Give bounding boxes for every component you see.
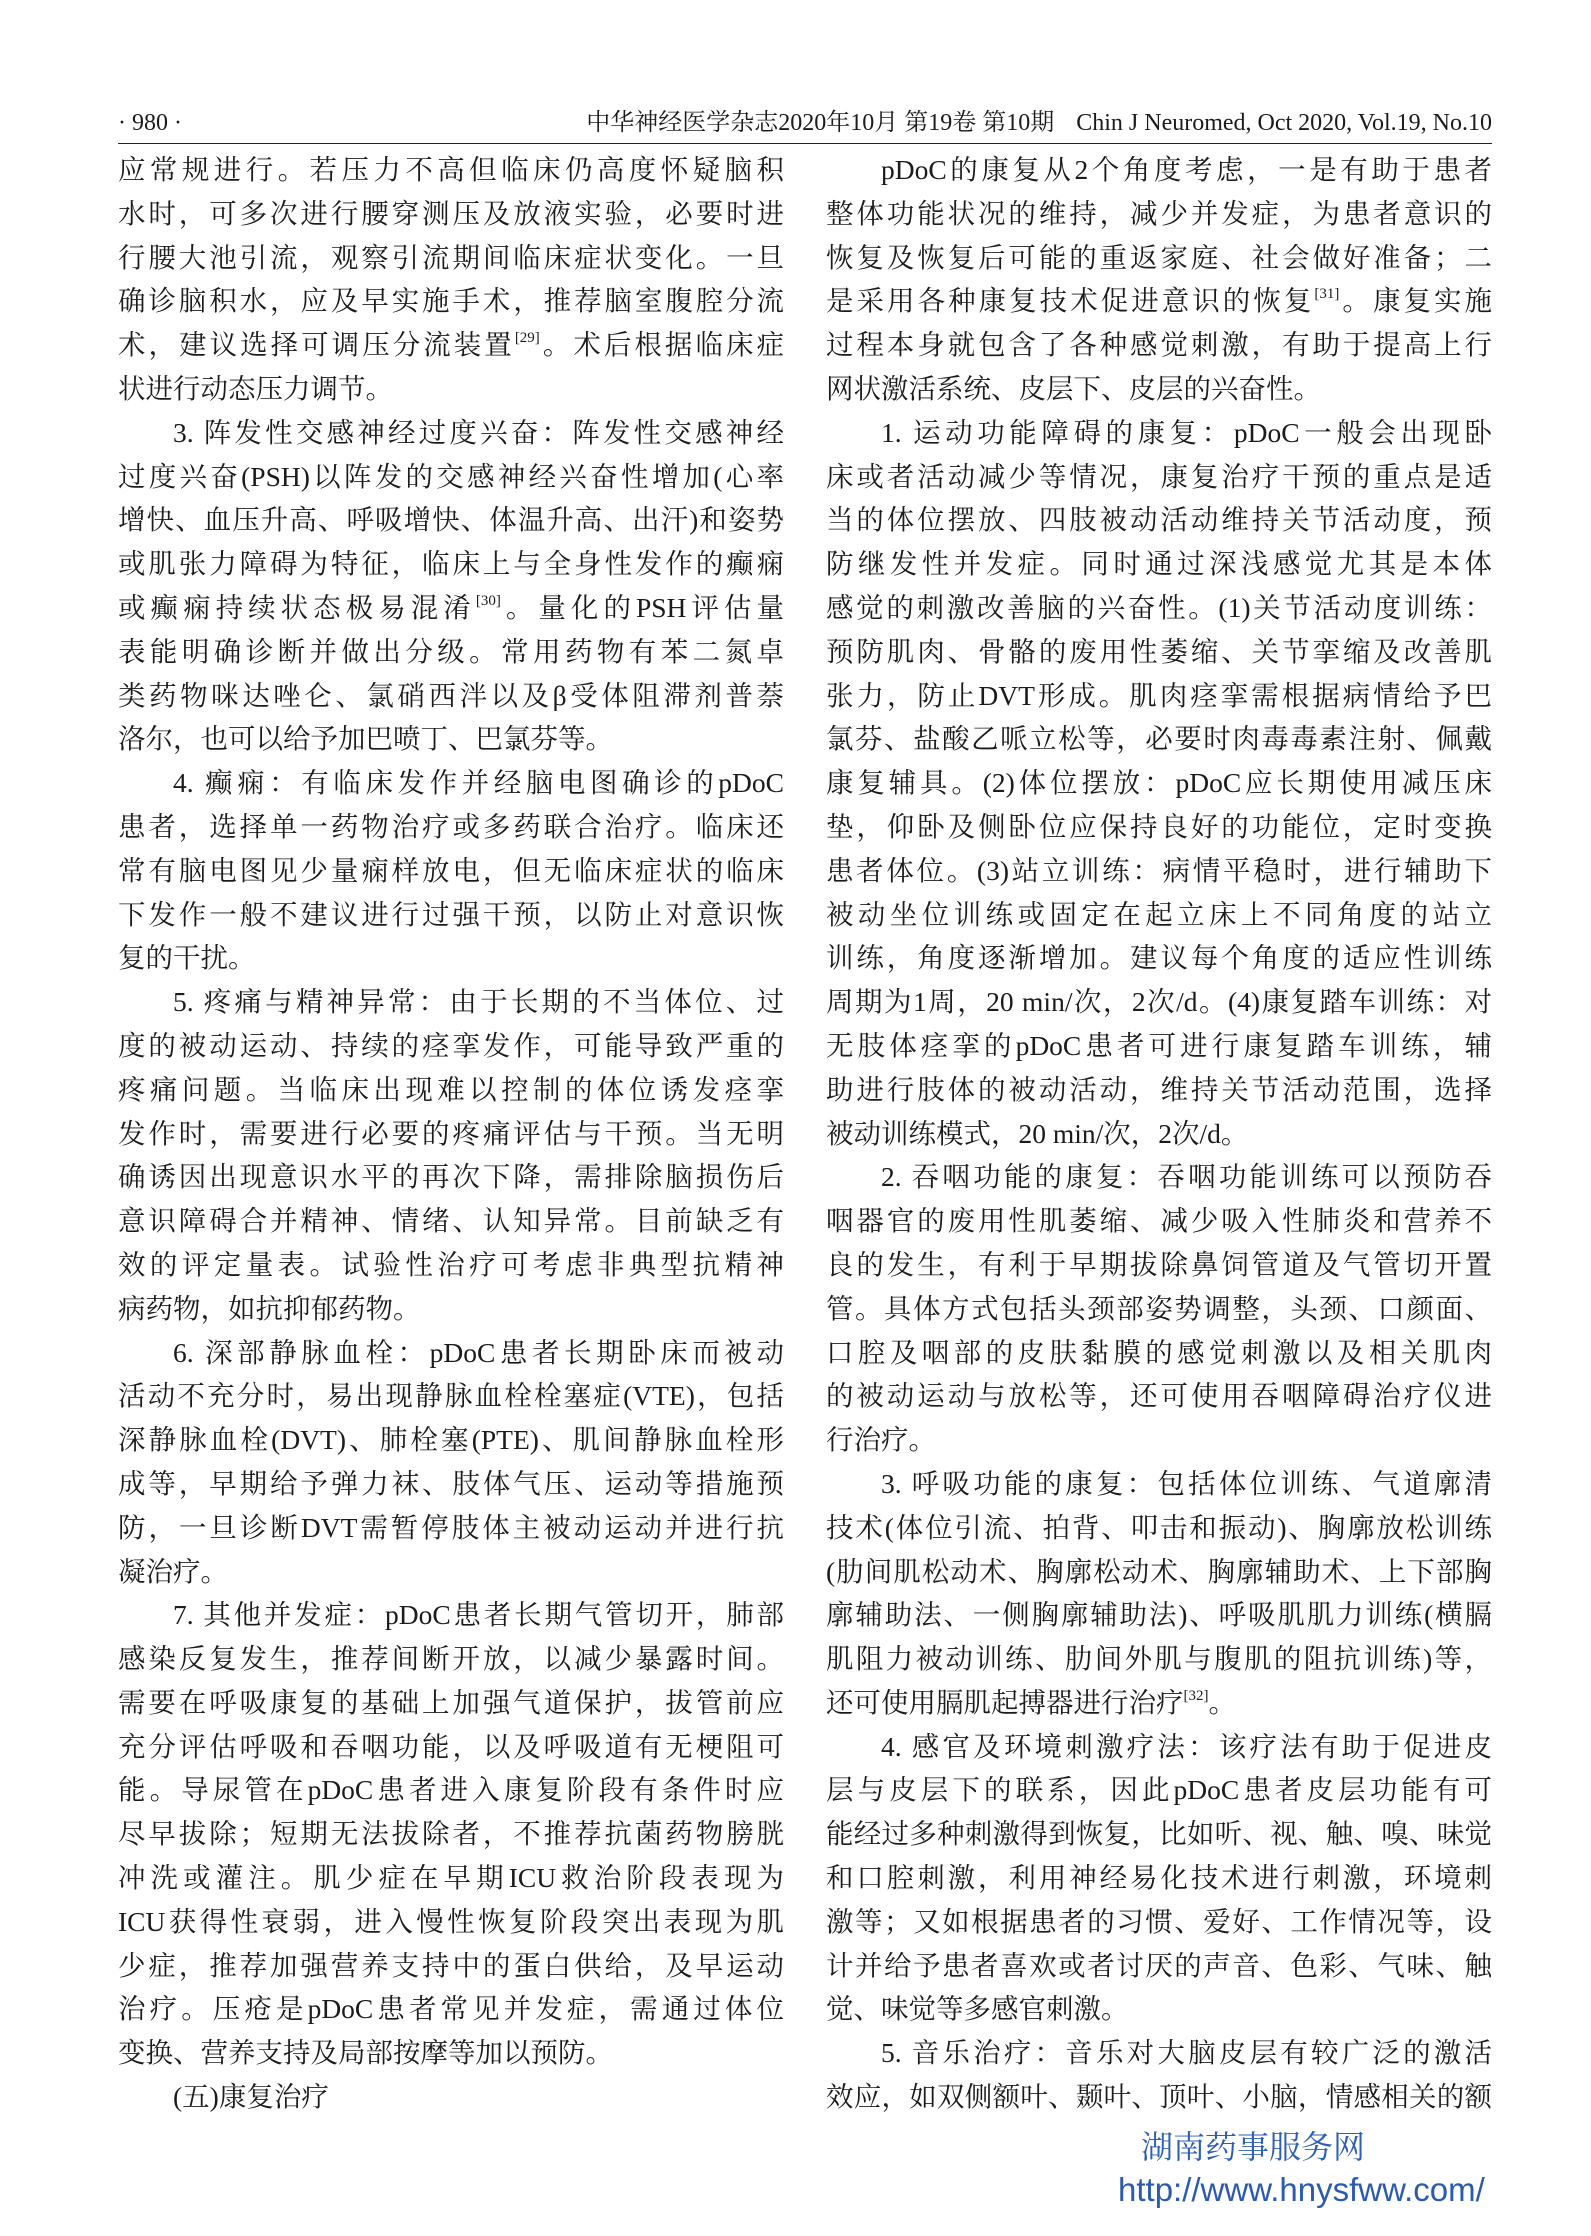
text-line [118, 980, 784, 1024]
watermark-url: http://www.hnysfww.com/ [1118, 2171, 1485, 2208]
paragraph [826, 1725, 1492, 2032]
line-text: 水时，可多次进行腰穿测压及放液实验，必要时进 [118, 197, 784, 229]
line-text: 无肢体痉挛的pDoC患者可进行康复踏车训练，辅 [826, 1029, 1492, 1061]
paragraph [118, 1331, 784, 1594]
paragraph [118, 1593, 784, 2075]
line-text: 效应，如双侧额叶、颞叶、顶叶、小脑，情感相关的额 [826, 2081, 1492, 2113]
text-line [826, 542, 1492, 586]
text-line [118, 1287, 784, 1331]
line-text: 5. 音乐治疗：音乐对大脑皮层有较广泛的激活 [881, 2037, 1492, 2069]
text-line [826, 1287, 1492, 1331]
line-text: 肌阻力被动训练、肋间外肌与腹肌的阻抗训练)等， [826, 1643, 1492, 1675]
text-line [826, 586, 1492, 630]
line-text: 良的发生，有利于早期拔除鼻饲管道及气管切开置 [826, 1248, 1492, 1280]
line-text: 整体功能状况的维持，减少并发症，为患者意识的 [826, 197, 1492, 229]
text-line [826, 148, 1492, 192]
text-line [118, 148, 784, 192]
line-text: 发作时，需要进行必要的疼痛评估与干预。当无明 [118, 1117, 784, 1149]
text-line [826, 1550, 1492, 1594]
line-text: 少症，推荐加强营养支持中的蛋白供给，及早运动 [118, 1949, 784, 1981]
text-line [826, 1944, 1492, 1988]
line-text: 张力，防止DVT形成。肌肉痉挛需根据病情给予巴 [826, 679, 1492, 711]
line-text: 被动训练模式，20 min/次，2次/d。 [826, 1117, 1249, 1149]
text-line [118, 1374, 784, 1418]
line-text: 能。导尿管在pDoC患者进入康复阶段有条件时应 [118, 1774, 784, 1806]
line-text: (肋间肌松动术、胸廓松动术、胸廓辅助术、上下部胸 [826, 1555, 1492, 1587]
text-line [826, 1856, 1492, 1900]
citation-ref: [32] [1183, 1687, 1209, 1704]
line-text: (五)康复治疗 [173, 2081, 329, 2113]
line-text: 咽器官的废用性肌萎缩、减少吸入性肺炎和营养不 [826, 1205, 1492, 1237]
line-text: 确诊脑积水，应及早实施手术，推荐脑室腹腔分流 [118, 285, 784, 317]
right-column [826, 148, 1492, 2119]
line-text: 需要在呼吸康复的基础上加强气道保护，拔管前应 [118, 1686, 784, 1718]
journal-citation-cn: 中华神经医学杂志2020年10月 第19卷 第10期 [586, 110, 1055, 136]
citation-ref: [29] [514, 330, 540, 347]
text-line [118, 1637, 784, 1681]
text-line [118, 367, 784, 411]
text-line [118, 236, 784, 280]
line-text: 下发作一般不建议进行过强干预，以防止对意识恢 [118, 898, 784, 930]
text-line [118, 2075, 784, 2119]
text-line [118, 1944, 784, 1988]
text-line [118, 1331, 784, 1375]
text-line [118, 1068, 784, 1112]
line-text: 状进行动态压力调节。 [118, 372, 393, 404]
text-line [118, 1768, 784, 1812]
text-line [826, 1681, 1492, 1725]
text-line [826, 498, 1492, 542]
text-line [826, 411, 1492, 455]
text-line [118, 761, 784, 805]
line-text: 周期为1周，20 min/次，2次/d。(4)康复踏车训练：对 [826, 986, 1492, 1018]
paragraph [826, 2031, 1492, 2119]
paragraph [826, 1462, 1492, 1725]
text-line [826, 630, 1492, 674]
text-line [826, 936, 1492, 980]
text-line [826, 1243, 1492, 1287]
text-line [118, 323, 784, 367]
line-text: 过程本身就包含了各种感觉刺激，有助于提高上行 [826, 329, 1492, 361]
text-line [118, 849, 784, 893]
journal-citation-en: Chin J Neuromed, Oct 2020, Vol.19, No.10 [1076, 110, 1492, 136]
text-line [118, 192, 784, 236]
line-text: 表能明确诊断并做出分级。常用药物有苯二氮卓 [118, 635, 784, 667]
text-line [118, 1418, 784, 1462]
line-text: 恢复及恢复后可能的重返家庭、社会做好准备；二 [826, 241, 1492, 273]
line-text: 2. 吞咽功能的康复：吞咽功能训练可以预防吞 [881, 1161, 1492, 1193]
line-text: 行治疗。 [826, 1424, 936, 1456]
text-line [826, 323, 1492, 367]
text-line [118, 2031, 784, 2075]
journal-citation [586, 104, 1492, 142]
line-text: 尽早拔除；短期无法拔除者，不推荐抗菌药物膀胱 [118, 1818, 784, 1850]
line-text: 常有脑电图见少量痫样放电，但无临床症状的临床 [118, 854, 784, 886]
text-line [118, 1856, 784, 1900]
text-line [826, 279, 1492, 323]
text-line [826, 761, 1492, 805]
paragraph [118, 411, 784, 761]
text-line [118, 586, 784, 630]
text-line [118, 455, 784, 499]
line-text: 觉、味觉等多感官刺激。 [826, 1993, 1129, 2025]
line-text: 的被动运动与放松等，还可使用吞咽障碍治疗仪进 [826, 1380, 1492, 1412]
running-header [118, 104, 1492, 142]
text-line [826, 1812, 1492, 1856]
text-line [826, 1637, 1492, 1681]
text-line [826, 1768, 1492, 1812]
text-line [118, 1725, 784, 1769]
text-line [118, 542, 784, 586]
text-line [826, 805, 1492, 849]
line-text: 复的干扰。 [118, 942, 256, 974]
paragraph [118, 148, 784, 411]
line-text: 是采用各种康复技术促进意识的恢复 [826, 285, 1315, 317]
line-text: 3. 呼吸功能的康复：包括体位训练、气道廓清 [881, 1467, 1492, 1499]
text-line [826, 1155, 1492, 1199]
line-text: 增快、血压升高、呼吸增快、体温升高、出汗)和姿势 [118, 504, 784, 536]
line-text: 防继发性并发症。同时通过深浅感觉尤其是本体 [826, 548, 1492, 580]
line-text: 被动坐位训练或固定在起立床上不同角度的站立 [826, 898, 1492, 930]
text-line [118, 1112, 784, 1156]
text-line [118, 893, 784, 937]
watermark-site-name: 湖南药事服务网 [1141, 2128, 1366, 2166]
page-number: · 980 · [118, 110, 182, 136]
line-text: 和口腔刺激，利用神经易化技术进行刺激，环境刺 [826, 1862, 1492, 1894]
line-text: 确诱因出现意识水平的再次下降，需排除脑损伤后 [118, 1161, 784, 1193]
line-text: 5. 疼痛与精神异常：由于长期的不当体位、过 [173, 986, 784, 1018]
line-text: 氯芬、盐酸乙哌立松等，必要时肉毒毒素注射、佩戴 [826, 723, 1492, 755]
text-line [826, 717, 1492, 761]
line-text: 6. 深部静脉血栓：pDoC患者长期卧床而被动 [173, 1336, 784, 1368]
citation-ref: [31] [1314, 286, 1340, 303]
paragraph [118, 2075, 784, 2119]
line-text: 感染反复发生，推荐间断开放，以减少暴露时间。 [118, 1643, 784, 1675]
line-text: 病药物，如抗抑郁药物。 [118, 1292, 421, 1324]
text-line [118, 279, 784, 323]
paragraph [118, 980, 784, 1330]
text-line [118, 674, 784, 718]
line-text: 4. 感官及环境刺激疗法：该疗法有助于促进皮 [881, 1730, 1492, 1762]
line-text: 冲洗或灌注。肌少症在早期ICU救治阶段表现为 [118, 1862, 784, 1894]
text-line [826, 674, 1492, 718]
line-text: 3. 阵发性交感神经过度兴奋：阵发性交感神经 [173, 416, 784, 448]
line-text: 充分评估呼吸和吞咽功能，以及呼吸道有无梗阻可 [118, 1730, 784, 1762]
text-line [118, 498, 784, 542]
text-line [826, 236, 1492, 280]
line-text: 计并给予患者喜欢或者讨厌的声音、色彩、气味、触 [826, 1949, 1492, 1981]
line-text: 度的被动运动、持续的痉挛发作，可能导致严重的 [118, 1029, 784, 1061]
line-text: 。量化的PSH评估量 [500, 591, 785, 623]
line-text: 术，建议选择可调压分流装置 [118, 329, 515, 361]
line-text: 4. 癫痫：有临床发作并经脑电图确诊的pDoC [173, 767, 784, 799]
paragraph [826, 1155, 1492, 1462]
text-line [118, 717, 784, 761]
line-text: 效的评定量表。试验性治疗可考虑非典型抗精神 [118, 1248, 784, 1280]
line-text: 康复辅具。(2)体位摆放：pDoC应长期使用减压床 [826, 767, 1492, 799]
text-line [826, 1987, 1492, 2031]
text-line [826, 849, 1492, 893]
text-line [118, 1462, 784, 1506]
line-text: 管。具体方式包括头颈部姿势调整，头颈、口颜面、 [826, 1292, 1492, 1324]
text-line [826, 1506, 1492, 1550]
text-line [826, 1024, 1492, 1068]
text-line [826, 980, 1492, 1024]
line-text: 网状激活系统、皮层下、皮层的兴奋性。 [826, 372, 1321, 404]
line-text: 或癫痫持续状态极易混淆 [118, 591, 476, 623]
line-text: 防，一旦诊断DVT需暂停肢体主被动运动并进行抗 [118, 1511, 784, 1543]
line-text: 廓辅助法、一侧胸廓辅助法)、呼吸肌肌力训练(横膈 [826, 1599, 1492, 1631]
line-text: 当的体位摆放、四肢被动活动维持关节活动度，预 [826, 504, 1492, 536]
line-text: 变换、营养支持及局部按摩等加以预防。 [118, 2037, 613, 2069]
line-text: 行腰大池引流，观察引流期间临床症状变化。一旦 [118, 241, 784, 273]
line-text: 。术后根据临床症 [539, 329, 785, 361]
line-text: 。 [1208, 1686, 1236, 1718]
line-text: 助进行肢体的被动活动，维持关节活动范围，选择 [826, 1073, 1492, 1105]
text-line [826, 1374, 1492, 1418]
line-text: 还可使用膈肌起搏器进行治疗 [826, 1686, 1184, 1718]
line-text: 或肌张力障碍为特征，临床上与全身性发作的癫痫 [118, 548, 784, 580]
text-line [826, 1462, 1492, 1506]
text-line [118, 805, 784, 849]
line-text: 疼痛问题。当临床出现难以控制的体位诱发痉挛 [118, 1073, 784, 1105]
line-text: 口腔及咽部的皮肤黏膜的感觉刺激以及相关肌肉 [826, 1336, 1492, 1368]
text-line [826, 893, 1492, 937]
text-line [118, 1550, 784, 1594]
text-line [826, 1418, 1492, 1462]
line-text: 凝治疗。 [118, 1555, 228, 1587]
text-line [826, 2031, 1492, 2075]
line-text: ICU获得性衰弱，进入慢性恢复阶段突出表现为肌 [118, 1905, 784, 1937]
line-text: 1. 运动功能障碍的康复：pDoC一般会出现卧 [881, 416, 1492, 448]
line-text: 洛尔，也可以给予加巴喷丁、巴氯芬等。 [118, 723, 613, 755]
line-text: 技术(体位引流、拍背、叩击和振动)、胸廓放松训练 [826, 1511, 1492, 1543]
paragraph [826, 411, 1492, 1156]
line-text: 层与皮层下的联系，因此pDoC患者皮层功能有可 [826, 1774, 1492, 1806]
line-text: 成等，早期给予弹力袜、肢体气压、运动等措施预 [118, 1467, 784, 1499]
line-text: 应常规进行。若压力不高但临床仍高度怀疑脑积 [118, 154, 784, 185]
line-text: 训练，角度逐渐增加。建议每个角度的适应性训练 [826, 942, 1492, 974]
line-text: 能经过多种刺激得到恢复，比如听、视、触、嗅、味觉 [826, 1818, 1492, 1850]
citation-ref: [30] [475, 592, 501, 609]
line-text: 深静脉血栓(DVT)、肺栓塞(PTE)、肌间静脉血栓形 [118, 1424, 784, 1456]
text-line [118, 1155, 784, 1199]
text-line [118, 1987, 784, 2031]
text-line [826, 1593, 1492, 1637]
text-line [826, 1112, 1492, 1156]
line-text: 7. 其他并发症：pDoC患者长期气管切开，肺部 [173, 1599, 784, 1631]
text-line [118, 1243, 784, 1287]
text-line [118, 1024, 784, 1068]
line-text: 过度兴奋(PSH)以阵发的交感神经兴奋性增加(心率 [118, 460, 784, 492]
line-text: 治疗。压疮是pDoC患者常见并发症，需通过体位 [118, 1993, 784, 2025]
line-text: 活动不充分时，易出现静脉血栓栓塞症(VTE)，包括 [118, 1380, 784, 1412]
line-text: 类药物咪达唑仑、氯硝西泮以及β受体阻滞剂普萘 [118, 679, 784, 711]
text-line [118, 1681, 784, 1725]
paragraph [118, 761, 784, 980]
text-line [118, 630, 784, 674]
text-line [826, 1900, 1492, 1944]
text-line [826, 367, 1492, 411]
text-line [826, 1199, 1492, 1243]
line-text: pDoC的康复从2个角度考虑，一是有助于患者 [881, 154, 1492, 185]
text-line [118, 1199, 784, 1243]
line-text: 垫，仰卧及侧卧位应保持良好的功能位，定时变换 [826, 810, 1492, 842]
line-text: 。康复实施 [1339, 285, 1493, 317]
text-line [826, 1725, 1492, 1769]
line-text: 患者，选择单一药物治疗或多药联合治疗。临床还 [118, 810, 784, 842]
text-line [826, 455, 1492, 499]
left-column [118, 148, 784, 2119]
text-line [826, 2075, 1492, 2119]
text-line [118, 1812, 784, 1856]
line-text: 感觉的刺激改善脑的兴奋性。(1)关节活动度训练： [826, 591, 1492, 623]
text-line [118, 1900, 784, 1944]
line-text: 激等；又如根据患者的习惯、爱好、工作情况等，设 [826, 1905, 1492, 1937]
line-text: 预防肌肉、骨骼的废用性萎缩、关节挛缩及改善肌 [826, 635, 1492, 667]
text-line [826, 192, 1492, 236]
text-line [118, 1593, 784, 1637]
text-line [826, 1068, 1492, 1112]
line-text: 床或者活动减少等情况，康复治疗干预的重点是适 [826, 460, 1492, 492]
line-text: 患者体位。(3)站立训练：病情平稳时，进行辅助下 [826, 854, 1492, 886]
text-line [118, 1506, 784, 1550]
paragraph [826, 148, 1492, 411]
text-line [118, 411, 784, 455]
text-line [826, 1331, 1492, 1375]
line-text: 意识障碍合并精神、情绪、认知异常。目前缺乏有 [118, 1205, 784, 1237]
text-line [118, 936, 784, 980]
header-rule [118, 143, 1492, 144]
